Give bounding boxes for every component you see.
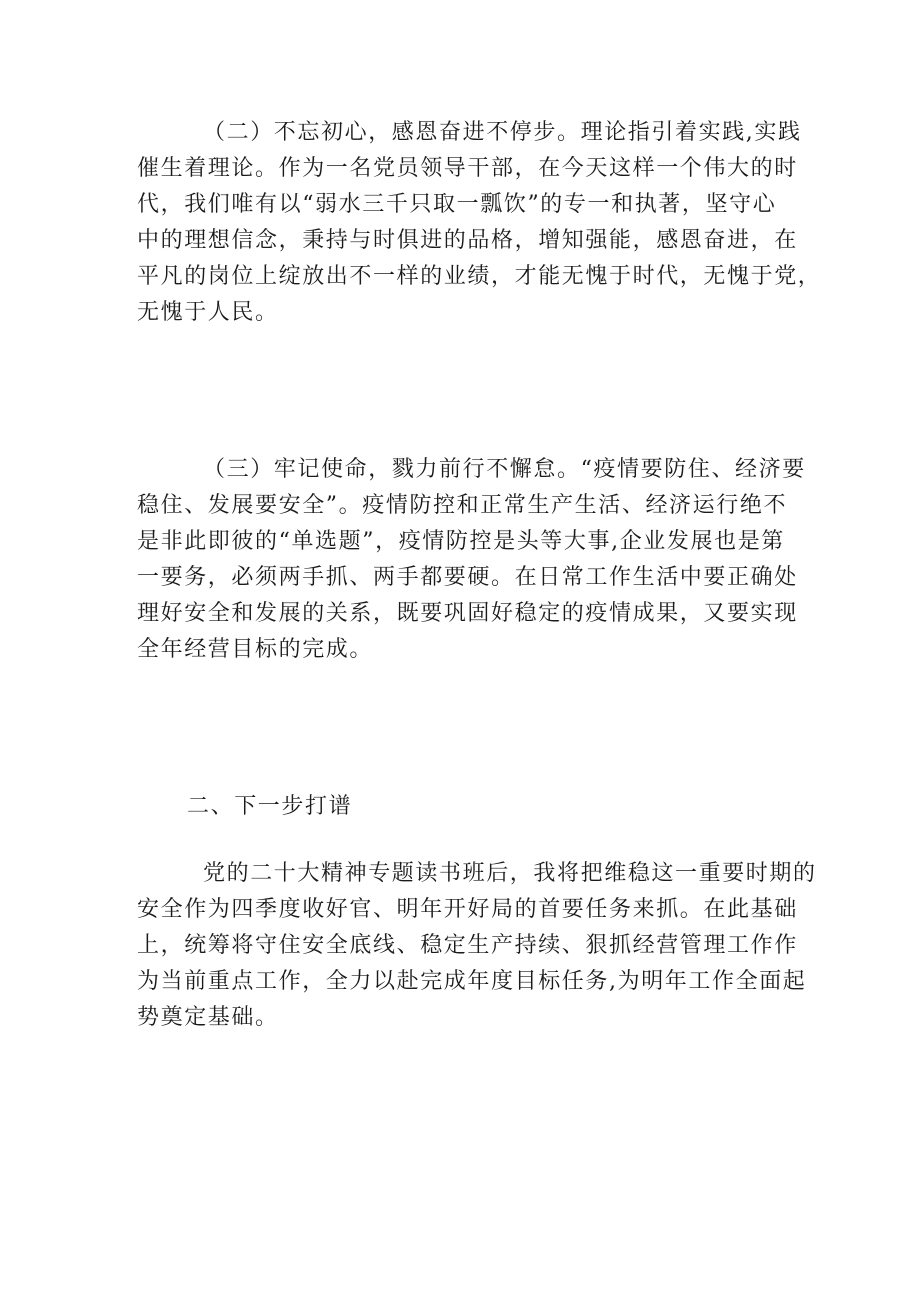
paragraph-line: 平凡的岗位上绽放出不一样的业绩，才能无愧于时代，无愧于党， xyxy=(137,264,822,289)
paragraph-line: 上，统筹将守住安全底线、稳定生产持续、狠抓经营管理工作作 xyxy=(137,933,798,958)
paragraph-3-remember-mission xyxy=(137,452,806,668)
paragraph-line: 安全作为四季度收好官、明年开好局的首要任务来抓。在此基础 xyxy=(137,897,798,922)
paragraph-line: 理好安全和发展的关系，既要巩固好稳定的疫情成果，又要实现 xyxy=(137,601,798,626)
section-heading: 二、下一步打谱 xyxy=(187,794,353,819)
paragraph-line: 势奠定基础。 xyxy=(137,1005,279,1030)
paragraph-line: 中的理想信念，秉持与时俱进的品格，增知强能，感恩奋进，在 xyxy=(137,228,798,253)
paragraph-line: （二）不忘初心，感恩奋进不停步。理论指引着实践,实践 xyxy=(203,120,802,145)
paragraph-line: 无愧于人民。 xyxy=(137,300,279,325)
paragraph-line: （三）牢记使命，戮力前行不懈怠。“疫情要防住、经济要 xyxy=(203,457,806,482)
paragraph-line: 党的二十大精神专题读书班后，我将把维稳这一重要时期的 xyxy=(203,861,817,886)
paragraph-line: 稳住、发展要安全”。疫情防控和正常生产生活、经济运行绝不 xyxy=(137,493,788,518)
paragraph-line: 为当前重点工作，全力以赴完成年度目标任务,为明年工作全面起 xyxy=(137,969,807,994)
paragraph-line: 催生着理论。作为一名党员领导干部，在今天这样一个伟大的时 xyxy=(137,156,798,181)
paragraph-line: 一要务，必须两手抓、两手都要硬。在日常工作生活中要正确处 xyxy=(137,565,798,590)
paragraph-next-step-plan xyxy=(137,856,817,1036)
paragraph-line: 是非此即彼的“单选题”，疫情防控是头等大事,企业发展也是第 xyxy=(137,529,785,554)
paragraph-2-not-forget-original-aspiration xyxy=(137,115,822,331)
paragraph-line: 全年经营目标的完成。 xyxy=(137,637,374,662)
paragraph-line: 代，我们唯有以“弱水三千只取一瓢饮”的专一和执著，坚守心 xyxy=(137,192,777,217)
